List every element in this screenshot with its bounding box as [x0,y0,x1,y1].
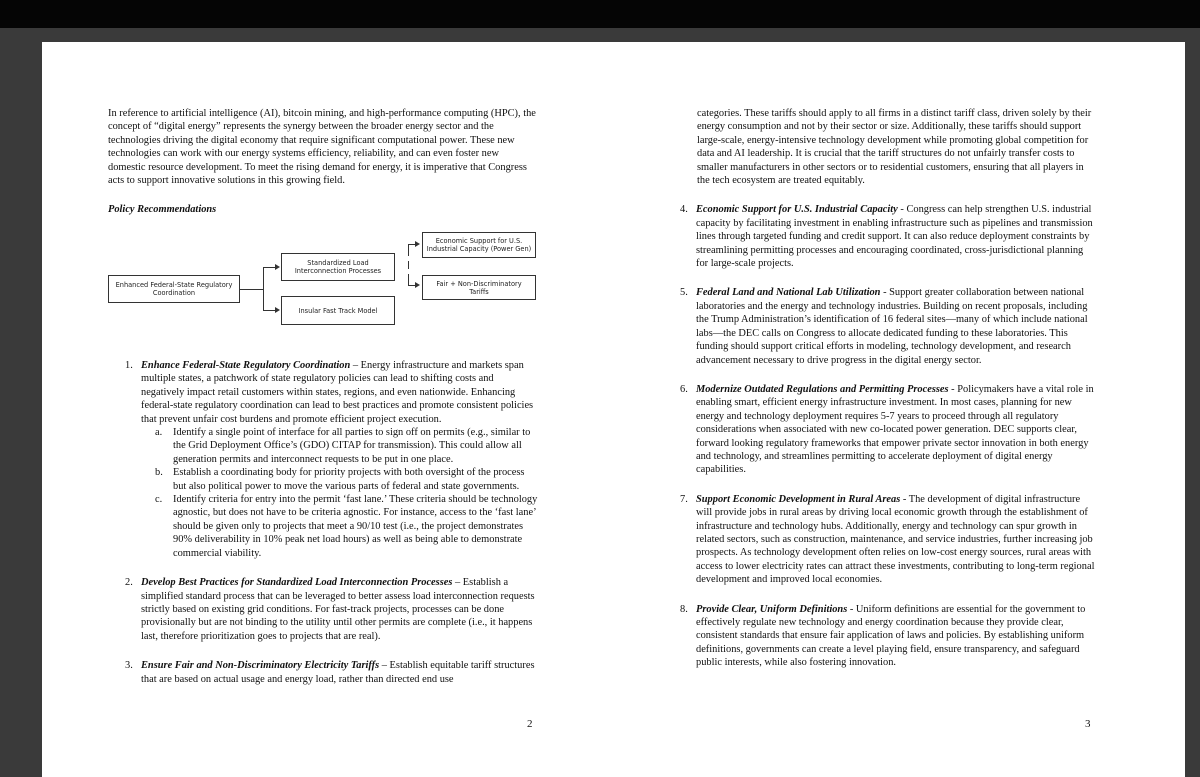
recommendation-title: Economic Support for U.S. Industrial Capacity [696,204,898,216]
diagram-connector [263,310,275,311]
sub-item-text: Establish a coordinating body for priority projects with both oversight of the process but also political power to move the various parts of federal and state governments. [173,467,525,492]
recommendation-text: - The development of digital infrastructure will provide jobs in rural areas by driving local economic growth through the establishment of infrastructure and technology hubs. Additionally, energy and technology can spur growth in related sectors, such as construction, maintenance, and service industries, further increasing job prospects. As technology development often relies on low-cost energy sources, rural areas with access to lower electricity rates can attract these investments, contributing to long-term regional development and improved local economies. [696,493,1095,586]
diagram-connector [408,244,415,245]
recommendation-text: - Policymakers have a vital role in enabling smart, efficient energy infrastructure investment. In most cases, planning for new energy and technology deployment requires 5-7 years to proceed through all regulatory considerations when associated with new co-located power generation. DEC supports clear, forward looking regulatory frameworks that empower private sector innovation in both energy and technology, and streamlines permitting to accelerate deployment of digital energy capabilities. [696,383,1094,476]
diagram-connector [263,267,264,310]
intro-paragraph: In reference to artificial intelligence (AI), bitcoin mining, and high-performance computing (HPC), the concept of “digital energy” represents the synergy between the broader energy sector and the technologies driving the digital economy that require significant computational power. These new technologies can work with our energy systems efficiency, reliability, and can even foster new domestic resource development. To meet the rising demand for energy, it is imperative that Congress acts to support innovative solutions in this growing field. [108,108,536,187]
diagram-box-fast-track: Insular Fast Track Model [281,296,395,325]
list-number: 1. [125,360,133,371]
list-number: 5. [680,287,688,299]
arrow-icon [275,264,280,270]
arrow-icon [415,282,420,288]
recommendation-title: Federal Land and National Lab Utilization [696,287,881,299]
recommendation-title: Provide Clear, Uniform Definitions [696,603,848,615]
arrow-icon [275,307,280,313]
policy-recommendations-heading: Policy Recommendations [108,204,217,216]
arrow-icon [415,241,420,247]
diagram-box-root: Enhanced Federal-State Regulatory Coordination [108,275,240,303]
sub-item-c [155,493,538,560]
recommendation-8 [680,603,1097,670]
sub-item-b [155,466,538,493]
viewer-top-bar [0,0,1200,28]
recommendation-6 [680,383,1097,477]
list-number: 7. [680,493,688,505]
recommendation-3 [125,659,538,686]
recommendation-text: – Establish equitable tariff structures that are based on actual usage and energy load, rather than directed end use [141,660,535,685]
sub-letter: a. [155,427,163,439]
page-number-right: 3 [1085,718,1091,730]
recommendation-7 [680,493,1097,587]
left-recommendations [108,359,538,702]
sub-letter: c. [155,494,163,506]
recommendation-text: – Establish a simplified standard process that can be leveraged to better assess load interconnection requests strictly based on existing grid conditions. For fast-track projects, processes can be done provisionally but are not binding to the utility until other permits are complete (i.e., it happens last, therefore prioritization goes to projects that are real). [141,577,535,642]
right-page-column [680,107,1097,686]
page-number-left: 2 [527,718,533,730]
continuation-paragraph: categories. These tariffs should apply to all firms in a distinct tariff class, driven solely by their energy consumption and not by their sector or size. Additionally, these tariffs should support large-scale, energy-intensive technology development while promoting global competition for data and AI leadership. It is crucial that the tariff structures do not unfairly transfer costs to smaller manufacturers in other sectors or to residential customers, ensuring that all players in the tech ecosystem are treated equitably. [697,108,1092,187]
recommendation-2 [125,576,538,643]
recommendation-text: - Support greater collaboration between national laboratories and the energy and technology industries. Building on recent proposals, including the Trump Administration’s identification of 16 federal sites—many of which include national labs—the DEC calls on Congress to allocate dedicated funding to these laboratories. This funding should support critical efforts in modeling, technology development, and research advancement necessary to drive progress in the digital energy sector. [696,287,1088,366]
list-number: 3. [125,660,133,672]
diagram-box-standardized-load: Standardized Load Interconnection Processes [281,253,395,281]
diagram-box-fair-tariffs: Fair + Non-Discriminatory Tariffs [422,275,536,300]
sub-item-a [155,426,538,466]
recommendation-1 [125,359,538,560]
recommendation-4 [680,203,1097,270]
sub-item-text: Identify criteria for entry into the permit ‘fast lane.’ These criteria should be technology agnostic, but does not have to be criteria agnostic. For instance, access to the ‘fast lane’ should be given only to projects that meet a 90/10 test (i.e., the project demonstrates 90% deliverability in 10% peak net load hours) as well as being able to demonstrate commercial viability. [173,494,538,559]
recommendation-text: – Energy infrastructure and markets span multiple states, a patchwork of state regulatory policies can lead to shifting costs and negatively impact retail customers within states, regions, and even nationwide. Enhancing federal-state regulatory coordination can lead to best practices and promote consistent policies that prevent unfair cost burdens and promote efficient project execution. [141,360,534,425]
document-spread [42,42,1185,777]
diagram-connector [408,261,409,269]
sub-letter: b. [155,467,163,479]
list-number: 6. [680,383,688,395]
recommendation-text: - Congress can help strengthen U.S. industrial capacity by facilitating investment in enabling infrastructure such as pipelines and transmission lines through targeted funding and credit support. It can also reduce deployment constraints by streamlining permitting processes and encouraging coordinated, cross-jurisdictional planning for large-scale projects. [696,204,1093,270]
recommendation-title: Enhance Federal-State Regulatory Coordination [141,360,351,371]
recommendations-diagram [108,232,548,332]
recommendation-text: - Uniform definitions are essential for the government to effectively regulate new technology and energy coordination because they provide clear, consistent standards that ensure fair application of laws and policies. By establishing uniform definitions, governments can create a level playing field, ensure transparency, and safeguard public interests, while also fostering innovation. [696,603,1086,669]
left-page-column [108,107,538,229]
diagram-connector [408,285,415,286]
diagram-connector [263,267,275,268]
list-number: 4. [680,204,688,216]
recommendation-title: Develop Best Practices for Standardized Load Interconnection Processes [141,577,453,589]
recommendation-title: Ensure Fair and Non-Discriminatory Electricity Tariffs [141,660,380,672]
recommendation-title: Modernize Outdated Regulations and Permitting Processes [696,383,949,395]
diagram-connector [240,289,263,290]
diagram-connector [408,244,409,256]
sub-item-text: Identify a single point of interface for all parties to sign off on permits (e.g., similar to the Grid Deployment Office’s (GDO) CITAP for transmission). This could allow all generation permits and interconnect requests to be put in one place. [173,427,531,465]
list-number: 2. [125,577,133,589]
list-number: 8. [680,603,688,615]
recommendation-title: Support Economic Development in Rural Areas [696,493,901,505]
recommendation-5 [680,286,1097,366]
diagram-box-economic-support: Economic Support for U.S. Industrial Capacity (Power Gen) [422,232,536,258]
